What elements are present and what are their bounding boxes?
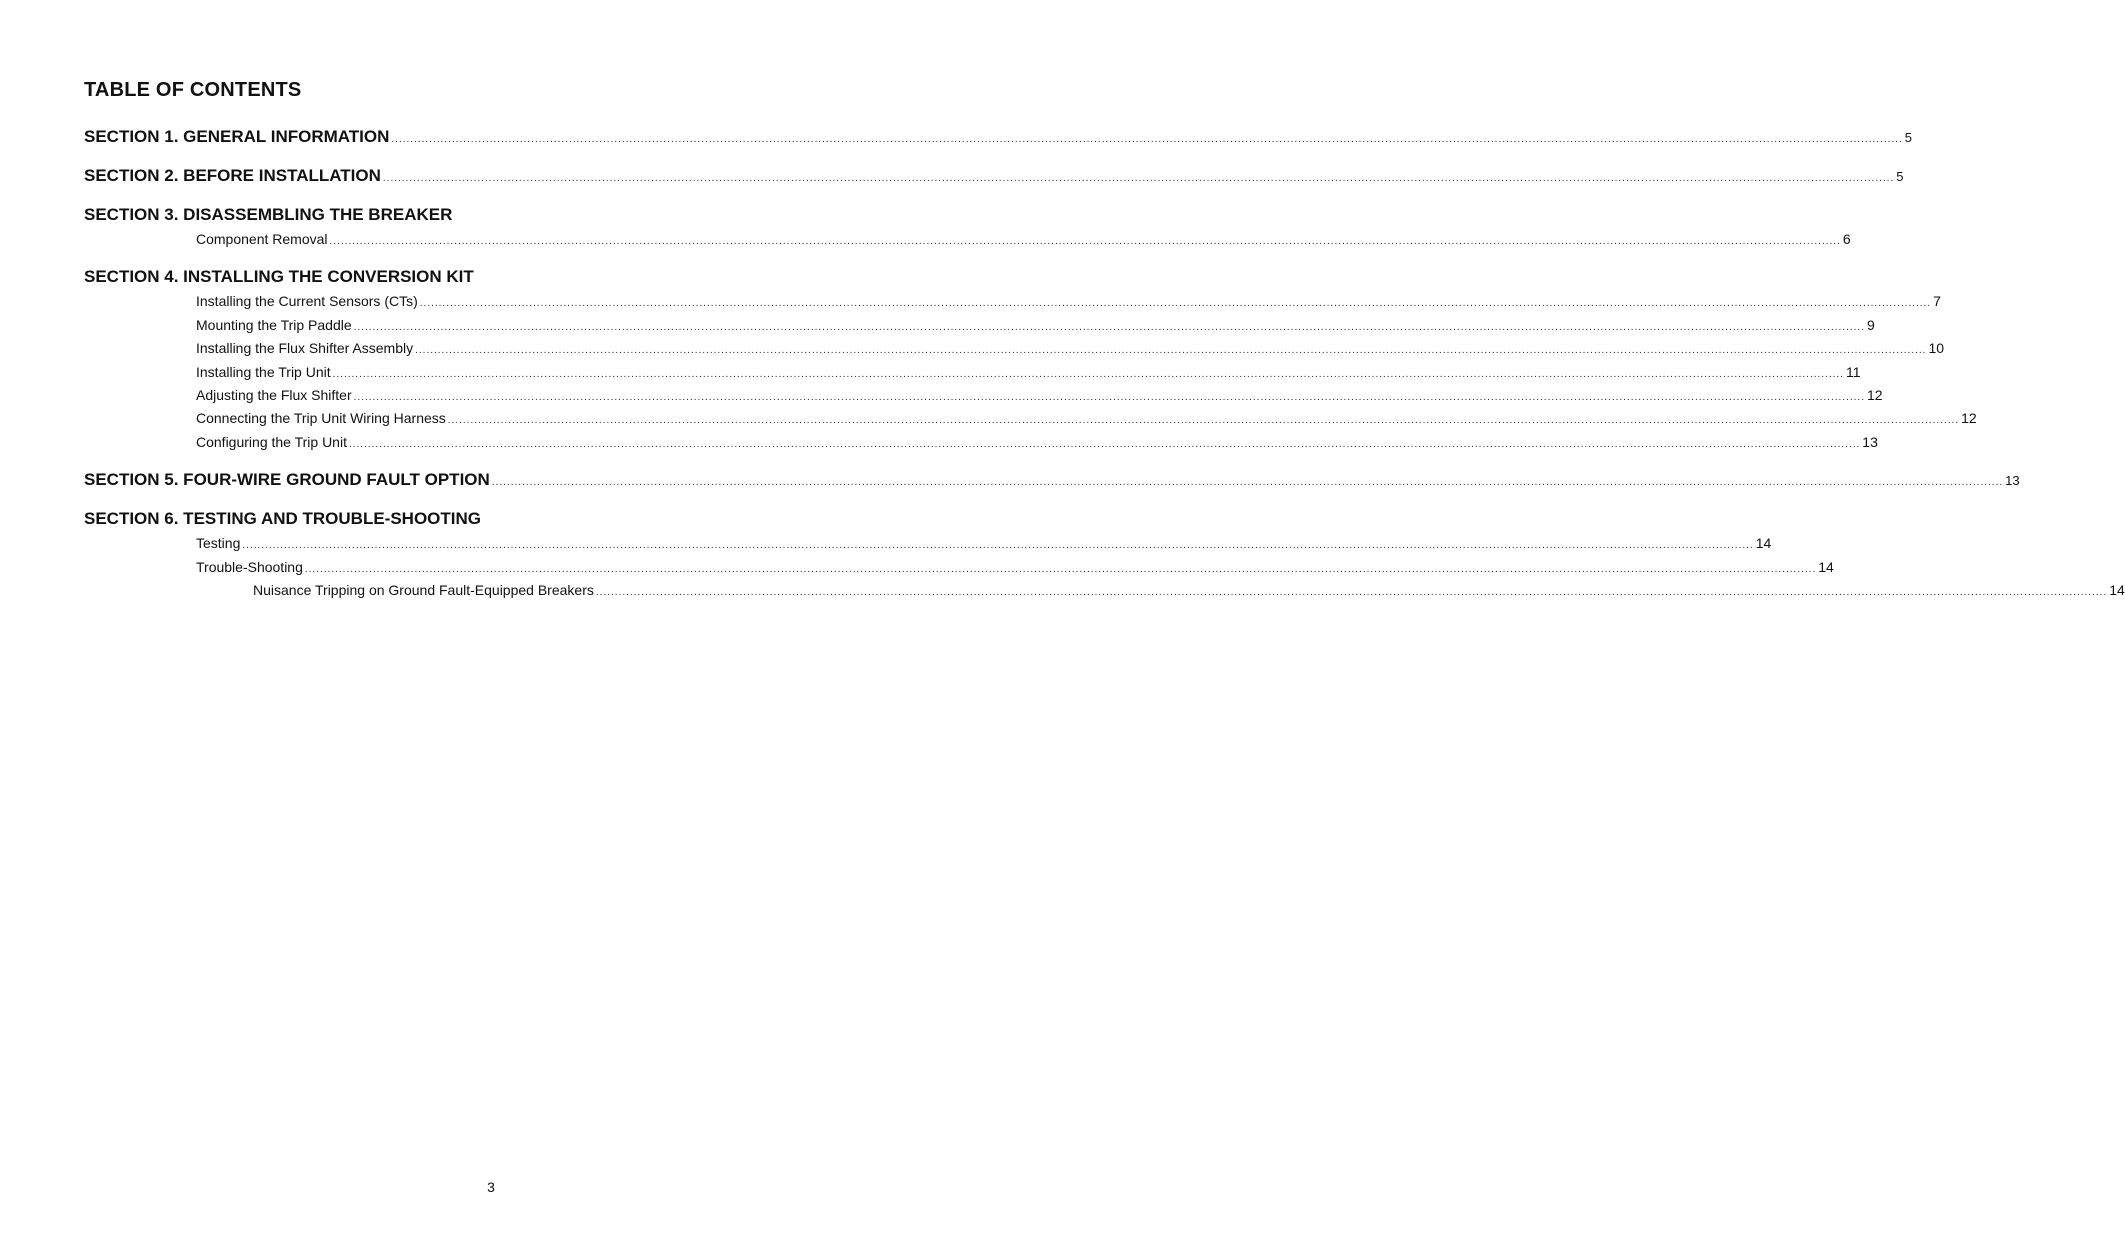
toc-entry-title: SECTION 1. GENERAL INFORMATION bbox=[84, 127, 390, 146]
toc-entry-page: 6 bbox=[1842, 231, 1851, 247]
toc-entry-title: Installing the Current Sensors (CTs) bbox=[196, 293, 418, 310]
toc-entry-title: Nuisance Tripping on Ground Fault-Equipped Breakers bbox=[253, 581, 594, 598]
toc-entry-page: 12 bbox=[1866, 386, 1883, 403]
toc-section-heading[interactable] bbox=[84, 124, 1912, 150]
toc-entry-page: 10 bbox=[1928, 340, 1945, 357]
toc-entry-title: SECTION 5. FOUR-WIRE GROUND FAULT OPTION bbox=[84, 470, 490, 490]
dot-leader: ................................................................................................................................................................................................................................................................................................................................................................................................................ bbox=[391, 134, 1903, 145]
toc-section-heading[interactable] bbox=[84, 264, 898, 290]
toc-entry-title: SECTION 4. INSTALLING THE CONVERSION KIT bbox=[84, 267, 474, 287]
toc-entry-page: 14 bbox=[2109, 581, 2125, 598]
toc-entry-page: 13 bbox=[2005, 473, 2020, 489]
dot-leader: ................................................................................................................................................................................................................................................................................................................................................................................................................ bbox=[382, 173, 1895, 184]
toc-entry-page: 13 bbox=[1862, 433, 1878, 450]
toc-entry-title: Component Removal bbox=[196, 231, 328, 247]
toc-section bbox=[84, 467, 2020, 493]
toc-entry-title: Adjusting the Flux Shifter bbox=[196, 386, 352, 403]
page-number: 3 bbox=[487, 1179, 495, 1195]
toc-entry[interactable] bbox=[84, 314, 1875, 337]
toc-entry-page: 14 bbox=[1755, 535, 1772, 552]
dot-leader: ................................................................................................................................................................................................................................................................................................................................................................................................................ bbox=[348, 438, 1861, 450]
toc-entry[interactable] bbox=[84, 361, 1861, 384]
dot-leader: ................................................................................................................................................................................................................................................................................................................................................................................................................ bbox=[353, 321, 1865, 333]
toc-entry-page: 9 bbox=[1866, 316, 1875, 333]
toc-section bbox=[84, 264, 1977, 454]
dot-leader: ................................................................................................................................................................................................................................................................................................................................................................................................................ bbox=[447, 415, 1960, 427]
toc-section-heading[interactable] bbox=[84, 467, 2020, 493]
dot-leader: ................................................................................................................................................................................................................................................................................................................................................................................................................ bbox=[242, 540, 1754, 552]
toc-section-heading[interactable] bbox=[84, 163, 1904, 189]
toc-entry[interactable] bbox=[84, 532, 1772, 555]
dot-leader: ................................................................................................................................................................................................................................................................................................................................................................................................................ bbox=[329, 236, 1841, 247]
toc-section bbox=[84, 506, 2125, 602]
toc-entry-page: 14 bbox=[1818, 558, 1834, 575]
dot-leader: ................................................................................................................................................................................................................................................................................................................................................................................................................ bbox=[332, 368, 1844, 380]
dot-leader: ................................................................................................................................................................................................................................................................................................................................................................................................................ bbox=[595, 586, 2108, 598]
toc-entry-title: Installing the Trip Unit bbox=[196, 363, 331, 380]
toc-entry[interactable] bbox=[84, 290, 1941, 313]
toc-entry-title: Testing bbox=[196, 535, 241, 552]
table-of-contents bbox=[84, 124, 2125, 615]
toc-entry[interactable] bbox=[84, 556, 1834, 579]
toc-entry-page: 7 bbox=[1933, 293, 1941, 310]
dot-leader: ................................................................................................................................................................................................................................................................................................................................................................................................................ bbox=[353, 391, 1865, 403]
toc-entry[interactable] bbox=[84, 431, 1878, 454]
toc-entry-page: 5 bbox=[1904, 130, 1912, 145]
toc-section bbox=[84, 163, 1904, 189]
toc-entry[interactable] bbox=[84, 384, 1883, 407]
toc-section bbox=[84, 202, 1851, 251]
dot-leader: ................................................................................................................................................................................................................................................................................................................................................................................................................ bbox=[415, 345, 1927, 357]
toc-entry[interactable] bbox=[84, 407, 1977, 430]
toc-entry-title: SECTION 6. TESTING AND TROUBLE-SHOOTING bbox=[84, 509, 481, 529]
toc-entry-title: SECTION 2. BEFORE INSTALLATION bbox=[84, 166, 381, 185]
toc-entry-title: Installing the Flux Shifter Assembly bbox=[196, 340, 414, 357]
toc-section-heading[interactable] bbox=[84, 202, 898, 228]
toc-section bbox=[84, 124, 1912, 150]
toc-entry-page: 5 bbox=[1896, 169, 1904, 184]
toc-entry-page: 11 bbox=[1845, 363, 1861, 380]
toc-entry-page: 12 bbox=[1961, 410, 1977, 427]
toc-entry-title: Trouble-Shooting bbox=[196, 558, 303, 575]
toc-entry-title: Connecting the Trip Unit Wiring Harness bbox=[196, 410, 446, 427]
toc-entry-title: Mounting the Trip Paddle bbox=[196, 316, 352, 333]
toc-entry[interactable] bbox=[84, 228, 1851, 251]
toc-section-heading[interactable] bbox=[84, 506, 898, 532]
dot-leader: ................................................................................................................................................................................................................................................................................................................................................................................................................ bbox=[491, 477, 2004, 489]
dot-leader: ................................................................................................................................................................................................................................................................................................................................................................................................................ bbox=[304, 563, 1817, 575]
toc-entry[interactable] bbox=[84, 337, 1945, 360]
toc-entry-title: Configuring the Trip Unit bbox=[196, 433, 347, 450]
toc-entry[interactable] bbox=[84, 579, 2125, 602]
dot-leader: ................................................................................................................................................................................................................................................................................................................................................................................................................ bbox=[419, 298, 1932, 310]
toc-entry-title: SECTION 3. DISASSEMBLING THE BREAKER bbox=[84, 205, 453, 224]
page-title: TABLE OF CONTENTS bbox=[84, 79, 302, 101]
